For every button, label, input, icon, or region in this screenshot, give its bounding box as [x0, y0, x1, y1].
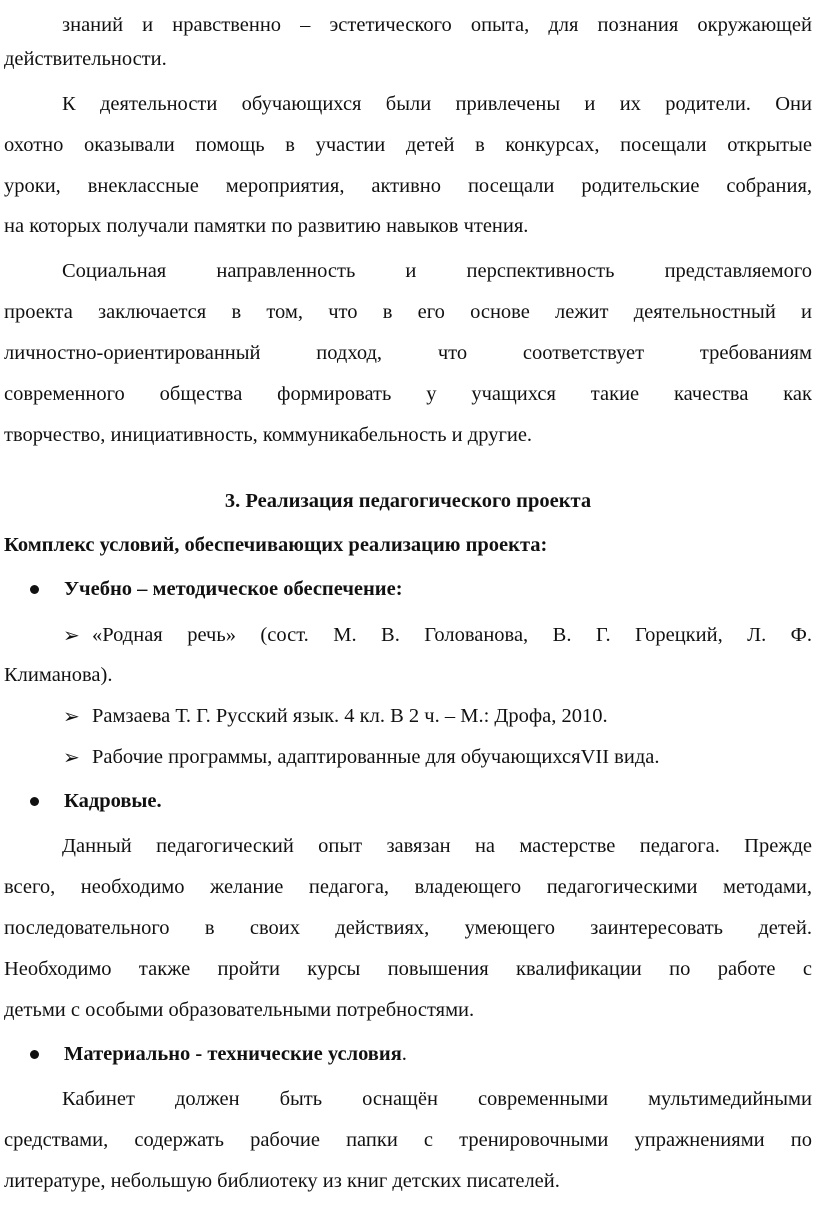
bullet-dot-icon: [30, 1050, 39, 1059]
subheading: Комплекс условий, обеспечивающих реализацию проекта:: [4, 534, 548, 556]
bullet-title: Кадровые.: [64, 790, 162, 812]
staffing-line-3: последовательного в своих действиях, умеющего заинтересовать детей.: [4, 917, 812, 939]
arrow-item-1-continuation: Климанова).: [4, 664, 113, 686]
paragraph-3-line-4: современного общества формировать у учащихся такие качества как: [4, 383, 812, 405]
paragraph-1-line-2: действительности.: [4, 48, 167, 70]
paragraph-3-line-1: Социальная направленность и перспективность представляемого: [62, 260, 812, 282]
bullet-dot-icon: [30, 797, 39, 806]
material-line-1: Кабинет должен быть оснащён современными мультимедийными: [62, 1088, 812, 1110]
paragraph-3-line-5: творчество, инициативность, коммуникабельность и другие.: [4, 424, 533, 446]
paragraph-2-line-1: К деятельности обучающихся были привлечены и их родители. Они: [62, 93, 812, 115]
arrow-item-text: Рабочие программы, адаптированные для обучающихсяVII вида.: [92, 746, 660, 768]
bullet-title-suffix: .: [401, 1043, 407, 1065]
arrow-item-text: «Родная речь» (сост. М. В. Голованова, В. Г. Горецкий, Л. Ф.: [92, 624, 812, 646]
paragraph-2-line-4: на которых получали памятки по развитию навыков чтения.: [4, 215, 529, 237]
bullet-title: Материально - технические условия: [64, 1043, 402, 1065]
bullet-dot-icon: [30, 585, 39, 594]
bullet-title-wrapper: [64, 1041, 407, 1067]
paragraph-1-line-1: знаний и нравственно – эстетического опыта, для познания окружающей: [62, 14, 812, 36]
staffing-line-4: Необходимо также пройти курсы повышения квалификации по работе с: [4, 958, 812, 980]
bullet-title: Учебно – методическое обеспечение:: [64, 578, 403, 600]
section-heading: 3. Реализация педагогического проекта: [224, 490, 592, 512]
arrow-bullet-icon: ➢: [63, 623, 80, 647]
paragraph-2-line-2: охотно оказывали помощь в участии детей в конкурсах, посещали открытые: [4, 134, 812, 156]
staffing-line-5: детьми с особыми образовательными потребностями.: [4, 999, 475, 1021]
staffing-line-1: Данный педагогический опыт завязан на мастерстве педагога. Прежде: [62, 835, 812, 857]
material-line-2: средствами, содержать рабочие папки с тренировочными упражнениями по: [4, 1129, 812, 1151]
arrow-item-text: Рамзаева Т. Г. Русский язык. 4 кл. В 2 ч. – М.: Дрофа, 2010.: [92, 705, 608, 727]
staffing-line-2: всего, необходимо желание педагога, владеющего педагогическими методами,: [4, 876, 812, 898]
arrow-bullet-icon: ➢: [63, 745, 80, 769]
paragraph-2-line-3: уроки, внеклассные мероприятия, активно посещали родительские собрания,: [4, 175, 812, 197]
material-line-3: литературе, небольшую библиотеку из книг детских писателей.: [4, 1170, 560, 1192]
arrow-bullet-icon: ➢: [63, 704, 80, 728]
paragraph-3-line-3: личностно-ориентированный подход, что соответствует требованиям: [4, 342, 812, 364]
paragraph-3-line-2: проекта заключается в том, что в его основе лежит деятельностный и: [4, 301, 812, 323]
